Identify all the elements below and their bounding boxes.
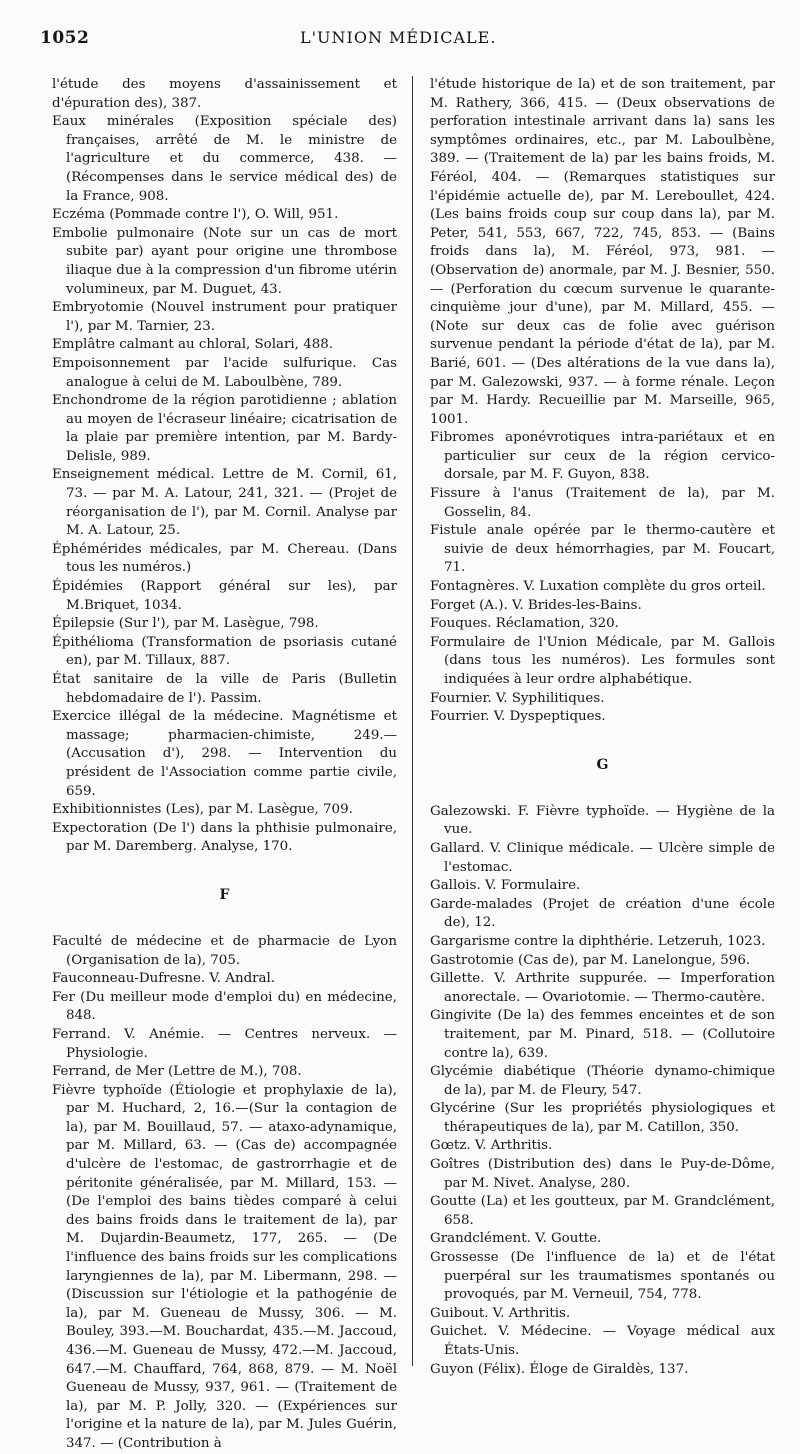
index-entry: Enchondrome de la région parotidienne ; ablation au moyen de l'écraseur linéaire; cicatrisation de la plaie par première intention, par M. Bardy-Delisle, 989. <box>52 393 397 464</box>
index-entry: Garde-malades (Projet de création d'une école de), 12. <box>430 896 775 931</box>
index-entry: Fistule anale opérée par le thermo-cautère et suivie de deux hémorrhagies, par M. Foucart, 71. <box>430 523 775 576</box>
index-entry: Goîtres (Distribution des) dans le Puy-de-Dôme, par M. Nivet. Analyse, 280. <box>430 1157 775 1191</box>
index-entry: Forget (A.). V. Brides-les-Bains. <box>430 597 642 613</box>
section-letter: G <box>596 756 609 773</box>
index-entry: Fibromes aponévrotiques intra-pariétaux et en particulier sur ceux de la région cervico-dorsale, par M. F. Guyon, 838. <box>430 430 775 483</box>
index-entry: Glycérine (Sur les propriétés physiologiques et thérapeutiques de la), par M. Catillon, 350. <box>430 1101 775 1135</box>
index-entry: Grossesse (De l'influence de la) et de l'état puerpéral sur les traumatismes spontanés ou provoqués, par M. Verneuil, 754, 778. <box>430 1250 775 1303</box>
index-entry: Gallois. V. Formulaire. <box>430 878 581 894</box>
index-entry: Gœtz. V. Arthritis. <box>430 1138 553 1154</box>
index-entry: Guibout. V. Arthritis. <box>430 1305 571 1321</box>
section-letter: F <box>219 886 230 903</box>
index-entry: Eaux minérales (Exposition spéciale des) françaises, arrêté de M. le ministre de l'agriculture et du commerce, 438. — (Récompenses dans le service médical des) de la France, 908. <box>52 114 397 204</box>
index-entry: Goutte (La) et les goutteux, par M. Grandclément, 658. <box>430 1194 775 1228</box>
index-entry: Épithélioma (Transformation de psoriasis cutané en), par M. Tillaux, 887. <box>52 634 397 669</box>
index-entry: Fontagnères. V. Luxation complète du gros orteil. <box>430 579 766 595</box>
index-entry: Gargarisme contre la diphthérie. Letzeruh, 1023. <box>430 933 766 949</box>
index-column-right <box>430 76 775 1379</box>
index-entry: Fauconneau-Dufresne. V. Andral. <box>52 971 276 987</box>
index-entry: Gallard. V. Clinique médicale. — Ulcère simple de l'estomac. <box>430 840 775 875</box>
index-entry: Grandclément. V. Goutte. <box>430 1231 602 1247</box>
index-entry: Embryotomie (Nouvel instrument pour pratiquer l'), par M. Tarnier, 23. <box>52 300 397 334</box>
running-title: L'UNION MÉDICALE. <box>300 28 497 47</box>
index-entry: Exhibitionnistes (Les), par M. Lasègue, 709. <box>52 802 353 818</box>
index-entry: Guichet. V. Médecine. — Voyage médical aux États-Unis. <box>430 1324 775 1358</box>
index-entry: Gillette. V. Arthrite suppurée. — Imperforation anorectale. — Ovariotomie. — Thermo-cautère. <box>430 971 775 1005</box>
index-entry: Éphémérides médicales, par M. Chereau. (Dans tous les numéros.) <box>52 541 397 576</box>
index-entry: Épidémies (Rapport général sur les), par M.Briquet, 1034. <box>52 579 397 613</box>
index-entry: Fièvre typhoïde (Étiologie et prophylaxie de la), par M. Huchard, 2, 16.—(Sur la contagion de la), par M. Bouillaud, 57. — ataxo-adynamique, par M. Millard, 63. — (Cas de) accompagnée d'ulcère de l'estomac, de gastrorrhagie et de péritonite généralisée, par M. Millard, 153. — (De l'emploi des bains tièdes comparé à celui des bains froids dans le traitement de la), par M. Dujardin-Beaumetz, 177, 265. — (De l'influence des bains froids sur les complications laryngiennes de la), par M. Libermann, 298. — (Discussion sur l'étiologie et la pathogénie de la), par M. Gueneau de Mussy, 306. — M. Bouley, 393.—M. Bouchardat, 435.—M. Jaccoud, 436.—M. Gueneau de Mussy, 472.—M. Jaccoud, 647.—M. Chauffard, 764, 868, 879. — M. Noël Gueneau de Mussy, 937, 961. — (Traitement de la), par M. P. Jolly, 320. — (Expériences sur l'origine et la nature de la), par M. Jules Guérin, 347. — (Contribution à <box>52 1082 397 1451</box>
page-header <box>0 0 800 62</box>
index-entry: Gastrotomie (Cas de), par M. Lanelongue, 596. <box>430 952 751 968</box>
index-entry: Exercice illégal de la médecine. Magnétisme et massage; pharmacien-chimiste, 249.—(Accusation d'), 298. — Intervention du président de l'Association comme partie civile, 659. <box>52 709 397 799</box>
index-entry: Galezowski. F. Fièvre typhoïde. — Hygiène de la vue. <box>430 803 775 838</box>
index-entry: Fournier. V. Syphilitiques. <box>430 690 605 706</box>
index-entry: Formulaire de l'Union Médicale, par M. Gallois (dans tous les numéros). Les formules sont indiquées à leur ordre alphabétique. <box>430 634 775 687</box>
index-entry: l'étude historique de la) et de son traitement, par M. Rathery, 366, 415. — (Deux observations de perforation intestinale arrivant dans la) sans les symptômes ordinaires, etc., par M. Laboulbène, 389. — (Traitement de la) par les bains froids, M. Féréol, 404. — (Remarques statistiques sur l'épidémie actuelle de), par M. Lereboullet, 424. (Les bains froids coup sur coup dans la), par M. Peter, 541, 553, 667, 722, 745, 853. — (Bains froids dans la), M. Féréol, 973, 981. — (Observation de) anormale, par M. J. Besnier, 550. — (Perforation du cœcum survenue le quarante-cinquième jour d'une), par M. Millard, 455. — (Note sur deux cas de folie avec guérison survenue pendant la période d'état de la), par M. Barié, 601. — (Des altérations de la vue dans la), par M. Galezowski, 937. — à forme rénale. Leçon par M. Hardy. Recueillie par M. Marseille, 965, 1001. <box>430 77 775 427</box>
index-entry: l'étude des moyens d'assainissement et d'épuration des), 387. <box>52 77 397 111</box>
index-entry: État sanitaire de la ville de Paris (Bulletin hebdomadaire de l'). Passim. <box>52 672 397 706</box>
index-entry: Faculté de médecine et de pharmacie de Lyon (Organisation de la), 705. <box>52 933 397 968</box>
index-entry: Embolie pulmonaire (Note sur un cas de mort subite par) ayant pour origine une thrombose iliaque due à la compression d'un fibrome utérin volumineux, par M. Duguet, 43. <box>52 225 397 297</box>
index-entry: Enseignement médical. Lettre de M. Cornil, 61, 73. — par M. A. Latour, 241, 321. — (Projet de réorganisation de l'), par M. Cornil. Analyse par M. A. Latour, 25. <box>52 467 397 539</box>
index-entry: Ferrand. V. Anémie. — Centres nerveux. — Physiologie. <box>52 1026 397 1061</box>
index-entry: Gingivite (De la) des femmes enceintes et de son traitement, par M. Pinard, 518. — (Collutoire contre la), 639. <box>430 1008 775 1061</box>
index-entry: Fouques. Réclamation, 320. <box>430 616 619 632</box>
index-entry: Eczéma (Pommade contre l'), O. Will, 951. <box>52 207 339 223</box>
index-entry: Fourrier. V. Dyspeptiques. <box>430 709 606 725</box>
column-divider <box>412 76 413 1366</box>
index-entry: Empoisonnement par l'acide sulfurique. Cas analogue à celui de M. Laboulbène, 789. <box>52 355 397 390</box>
index-entry: Emplâtre calmant au chloral, Solari, 488. <box>52 337 334 353</box>
index-entry: Guyon (Félix). Éloge de Giraldès, 137. <box>430 1361 689 1377</box>
index-entry: Fissure à l'anus (Traitement de la), par M. Gosselin, 84. <box>430 486 775 520</box>
index-entry: Ferrand, de Mer (Lettre de M.), 708. <box>52 1064 302 1080</box>
index-entry: Expectoration (De l') dans la phthisie pulmonaire, par M. Daremberg. Analyse, 170. <box>52 820 397 855</box>
index-entry: Fer (Du meilleur mode d'emploi du) en médecine, 848. <box>52 989 397 1024</box>
index-entry: Glycémie diabétique (Théorie dynamo-chimique de la), par M. de Fleury, 547. <box>430 1064 775 1098</box>
page-number: 1052 <box>40 28 90 48</box>
index-entry: Épilepsie (Sur l'), par M. Lasègue, 798. <box>52 616 319 632</box>
index-column-left <box>52 76 397 1454</box>
